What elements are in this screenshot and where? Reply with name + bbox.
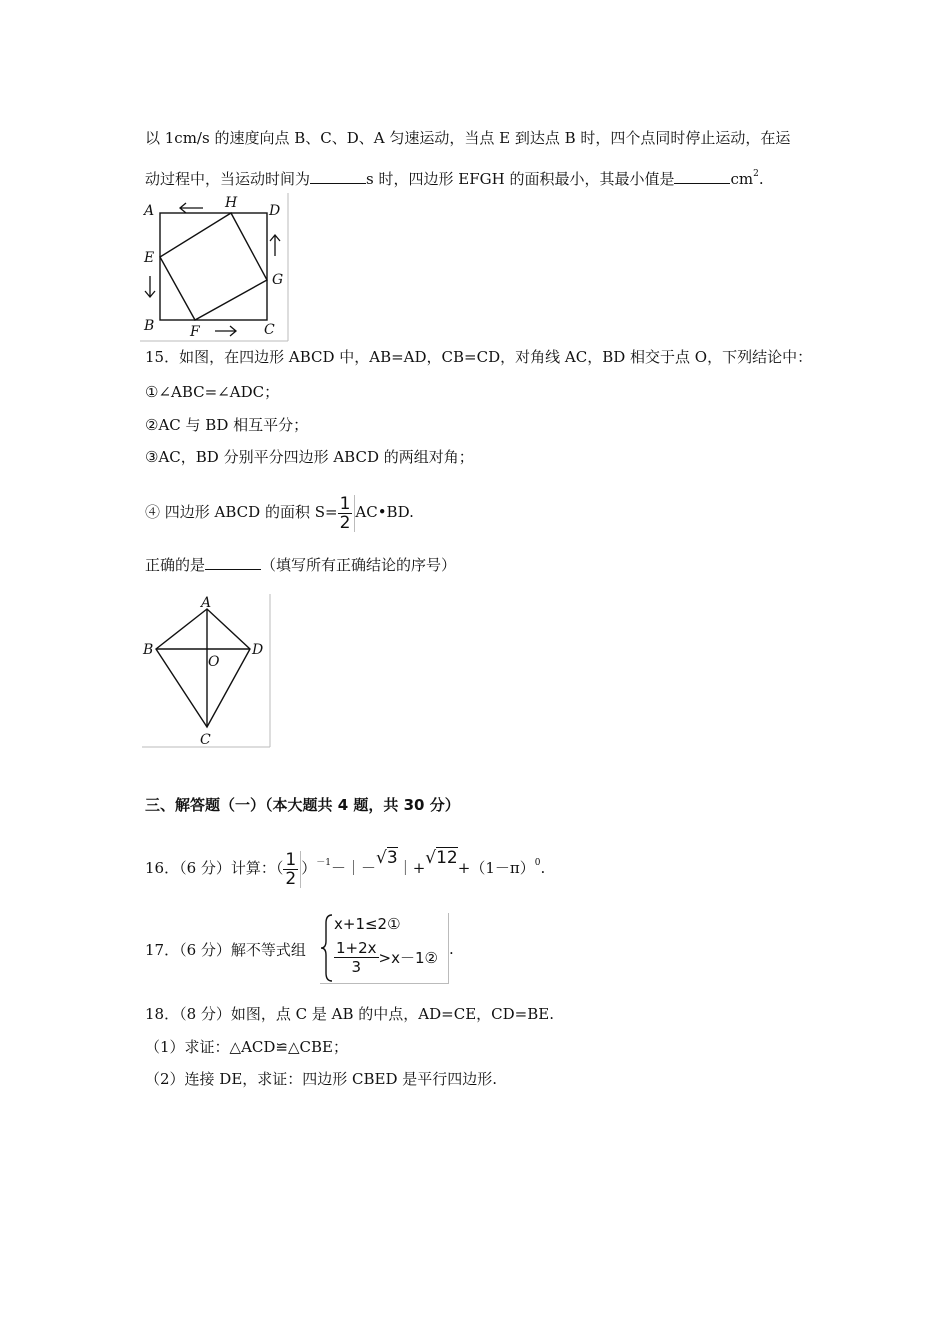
q15-answer-suffix: （填写所有正确结论的序号）	[261, 556, 457, 574]
q17-fraction	[334, 939, 379, 976]
sqrt-12: √12	[425, 848, 458, 868]
label-C: C	[264, 322, 275, 338]
q15-option-4-prefix: ④ 四边形 ABCD 的面积 S=	[145, 503, 338, 521]
intro-line-1: 以 1cm/s 的速度向点 B、C、D、A 匀速运动，当点 E 到达点 B 时，四个点同时停止运动，在运	[145, 129, 791, 147]
q16-mid: －｜－	[331, 859, 377, 877]
label-B: B	[144, 318, 155, 334]
q16-line	[145, 838, 545, 888]
square-figure	[140, 193, 290, 343]
q17-prefix: 17．（6 分）解不等式组	[145, 941, 306, 959]
q16-fraction-numerator: 1	[285, 849, 297, 870]
q15-answer-blank	[205, 555, 261, 570]
answer-blank-area	[674, 169, 730, 184]
q17-fraction-numerator: 1+2x	[336, 939, 377, 957]
label-D: D	[269, 203, 281, 219]
q15-option-4	[145, 490, 414, 534]
q15-answer-prefix: 正确的是	[145, 556, 206, 574]
q17-inequality-2-rest: >x－1②	[378, 949, 438, 967]
q16-bar-plus: ｜+	[397, 859, 426, 877]
label-A: A	[144, 203, 155, 219]
square-abcd	[160, 213, 267, 320]
quad-efgh	[160, 213, 267, 320]
q17-fraction-denominator: 3	[351, 958, 362, 976]
section-3-title: 三、解答题（一）（本大题共 4 题，共 30 分）	[145, 796, 460, 814]
q15-option-3: ③AC，BD 分别平分四边形 ABCD 的两组对角；	[145, 448, 474, 466]
q16-exponent: －1	[316, 858, 331, 868]
label-E: E	[144, 250, 155, 266]
left-brace-icon	[320, 913, 334, 983]
q18-part-1: （1）求证：△ACD≌△CBE；	[145, 1038, 348, 1056]
q15-answer-line	[145, 555, 456, 575]
q16-fraction-denominator: 2	[285, 868, 297, 889]
q16-close-paren: ）	[301, 859, 317, 877]
intro-line-2	[145, 164, 764, 189]
right-arrow	[215, 326, 236, 336]
kite-label-D: D	[252, 642, 264, 658]
down-arrow	[145, 276, 155, 297]
q17-inequality-2	[334, 939, 438, 976]
unit-cm: cm	[730, 170, 754, 188]
q15-stem: 15．如图，在四边形 ABCD 中，AB=AD，CB=CD，对角线 AC，BD 相交于点 O，下列结论中：	[145, 348, 813, 366]
intro-line-2-part2: s 时，四边形 EFGH 的面积最小，其最小值是	[366, 170, 675, 188]
sqrt-3-radicand: 3	[386, 848, 398, 868]
q17-inequality-1: x+1≤2①	[334, 915, 401, 933]
q16-fraction	[283, 851, 301, 888]
label-F: F	[190, 324, 200, 340]
q15-option-1: ①∠ABC=∠ADC；	[145, 383, 280, 401]
q16-tail-exponent: 0	[534, 858, 541, 868]
intro-line-2-part1: 动过程中，当运动时间为	[145, 170, 311, 188]
kite-label-O: O	[208, 654, 220, 670]
q16-end: .	[540, 859, 546, 877]
q17-end: .	[449, 940, 454, 958]
label-H: H	[225, 195, 238, 211]
answer-blank-time	[310, 169, 366, 184]
q18-stem: 18．（8 分）如图，点 C 是 AB 的中点，AD=CE，CD=BE.	[145, 1005, 554, 1023]
q16-prefix: 16．（6 分）计算：	[145, 859, 276, 877]
label-G: G	[272, 272, 284, 288]
left-arrow	[180, 203, 203, 213]
kite-label-C: C	[200, 732, 211, 748]
kite-abcd	[156, 609, 250, 727]
fraction-denominator: 2	[339, 512, 351, 533]
q17-inequality-system	[320, 913, 449, 984]
q15-option-2: ②AC 与 BD 相互平分；	[145, 416, 309, 434]
q16-tail: +（1－π）	[457, 859, 535, 877]
sqrt-12-radicand: 12	[436, 848, 458, 868]
kite-label-A: A	[201, 595, 212, 611]
intro-line-2-end: .	[758, 170, 764, 188]
up-arrow	[270, 235, 280, 256]
q16-open-paren: （	[275, 859, 284, 877]
sqrt-3: √3	[376, 848, 398, 868]
kite-label-B: B	[143, 642, 154, 658]
kite-figure	[142, 594, 272, 749]
fraction-numerator: 1	[339, 493, 351, 514]
q15-option-4-suffix: AC•BD.	[355, 503, 414, 521]
q18-part-2: （2）连接 DE，求证：四边形 CBED 是平行四边形.	[145, 1070, 498, 1088]
unit-sup: 2	[753, 169, 759, 179]
fraction-one-half	[338, 495, 356, 532]
